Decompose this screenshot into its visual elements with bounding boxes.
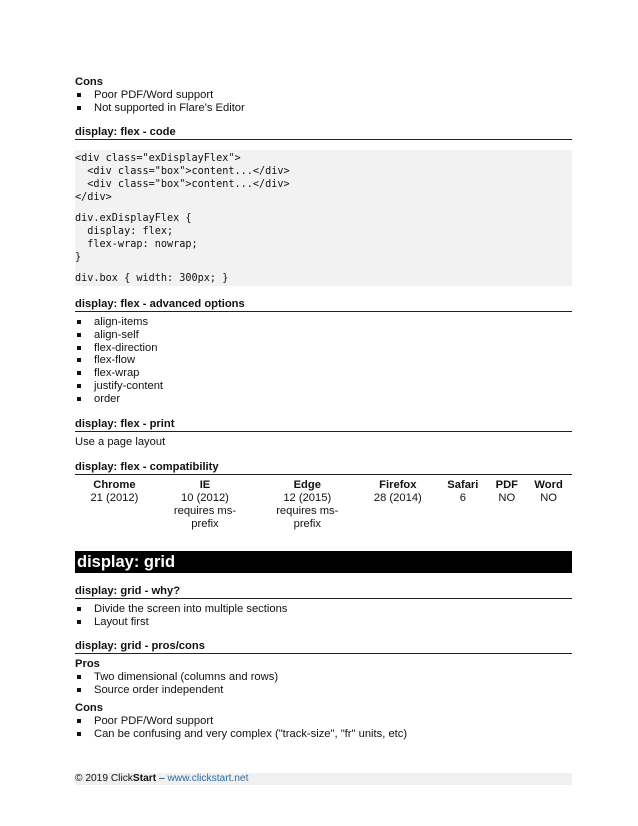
chapter-title: display: grid [77, 553, 176, 571]
bullet-icon [77, 320, 81, 324]
list-item: Poor PDF/Word support [75, 715, 572, 728]
code-line: flex-wrap: nowrap; [75, 239, 198, 250]
list-item: flex-direction [75, 342, 572, 355]
code-line: <div class="exDisplayFlex"> [75, 153, 241, 164]
bullet-icon [77, 358, 81, 362]
list-item: flex-flow [75, 354, 572, 367]
list-item: flex-wrap [75, 367, 572, 380]
chapter-title-bar [75, 551, 572, 573]
table-row [75, 492, 572, 531]
bullet-icon [77, 607, 81, 611]
cons-list [75, 89, 572, 115]
list-item: Poor PDF/Word support [75, 89, 572, 102]
table-cell: 6 [459, 492, 466, 504]
bullet-icon [77, 732, 81, 736]
print-text: Use a page layout [75, 436, 166, 448]
column-header: Chrome [93, 479, 136, 491]
bullet-icon [77, 346, 81, 350]
table-cell: 21 (2012) [90, 492, 139, 504]
footer [75, 773, 572, 785]
footer-dash: – [156, 773, 168, 784]
section-heading-flex-compat: display: flex - compatibility [75, 461, 572, 475]
advanced-options-list [75, 316, 572, 406]
column-header: PDF [495, 479, 518, 491]
column-header: Safari [447, 479, 479, 491]
code-block [75, 150, 572, 286]
bullet-icon [77, 371, 81, 375]
table-cell: 28 (2014) [373, 492, 422, 504]
cons-heading: Cons [75, 76, 103, 88]
bullet-icon [77, 688, 81, 692]
code-line: <div class="box">content...</div> [75, 166, 290, 177]
pros-list [75, 671, 572, 697]
bullet-icon [77, 106, 81, 110]
compat-table [75, 478, 572, 531]
bullet-icon [77, 397, 81, 401]
bullet-icon [77, 93, 81, 97]
section-heading-flex-advanced: display: flex - advanced options [75, 298, 572, 312]
brand-bold: Start [132, 773, 157, 784]
code-line: </div> [75, 192, 112, 203]
list-item: Divide the screen into multiple sections [75, 603, 572, 616]
table-cell: 10 (2012) requires ms- prefix [173, 492, 237, 530]
section-heading-flex-code: display: flex - code [75, 126, 572, 140]
bullet-icon [77, 333, 81, 337]
cons-list [75, 715, 572, 741]
column-header: Word [534, 479, 563, 491]
table-header-row [75, 478, 572, 492]
table-cell: 12 (2015) requires ms- prefix [276, 492, 339, 530]
pros-heading: Pros [75, 658, 100, 670]
list-item: Two dimensional (columns and rows) [75, 671, 572, 684]
code-line: } [75, 252, 82, 263]
list-item: Can be confusing and very complex ("track-size", "fr" units, etc) [75, 728, 572, 741]
list-item: Not supported in Flare's Editor [75, 102, 572, 115]
code-line: div.box { width: 300px; } [75, 273, 229, 284]
list-item: order [75, 393, 572, 406]
list-item: Layout first [75, 616, 572, 629]
bullet-icon [77, 384, 81, 388]
bullet-icon [77, 620, 81, 624]
section-heading-grid-why: display: grid - why? [75, 585, 572, 599]
copyright-text: © 2019 Click [75, 773, 133, 784]
column-header: Firefox [379, 479, 417, 491]
bullet-icon [77, 719, 81, 723]
code-line: div.exDisplayFlex { [75, 213, 192, 224]
column-header: Edge [293, 479, 321, 491]
list-item: justify-content [75, 380, 572, 393]
grid-why-list [75, 603, 572, 629]
cons-heading: Cons [75, 702, 103, 714]
code-line: <div class="box">content...</div> [75, 179, 290, 190]
code-line: display: flex; [75, 226, 174, 237]
section-heading-flex-print: display: flex - print [75, 418, 572, 432]
list-item: align-self [75, 329, 572, 342]
list-item: Source order independent [75, 684, 572, 697]
footer-link[interactable]: www.clickstart.net [167, 773, 249, 784]
list-item: align-items [75, 316, 572, 329]
column-header: IE [199, 479, 211, 491]
table-cell: NO [540, 492, 557, 504]
bullet-icon [77, 675, 81, 679]
section-heading-grid-proscons: display: grid - pros/cons [75, 640, 572, 654]
table-cell: NO [498, 492, 516, 504]
